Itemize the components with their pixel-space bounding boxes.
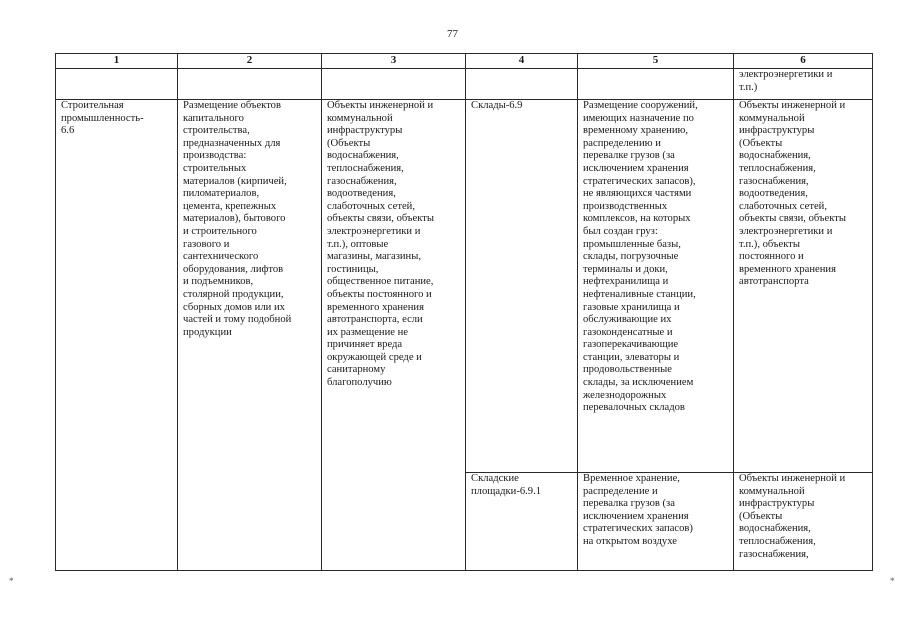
column-header-4: 4 bbox=[466, 54, 578, 69]
table-cell-conditional-objects bbox=[734, 100, 873, 473]
right-margin-mark: * bbox=[890, 576, 895, 586]
table-cell-conditional-use-type bbox=[466, 473, 578, 571]
cell-text: Строительная промышленность- 6.6 bbox=[61, 100, 144, 137]
table-cell-conditional-use-description bbox=[578, 473, 734, 571]
cell-text: Размещение объектов капитального строительства, предназначенных для производства: строительных материалов (кирпичей, пиломатериалов, цемента, крепежных материалов), бытового и строительного газового и сантехнического оборудования, лифтов и подъемников, столярной продукции, сборных домов или их частей и тому подобной продукции bbox=[183, 100, 292, 338]
table-cell-conditional-objects bbox=[734, 473, 873, 571]
left-margin-mark: * bbox=[9, 576, 14, 586]
table-cell-conditional-objects-continued bbox=[734, 69, 873, 100]
table-cell-empty bbox=[322, 69, 466, 100]
cell-text: Склады-6.9 bbox=[471, 100, 523, 111]
column-header-6: 6 bbox=[734, 54, 873, 69]
cell-text: Размещение сооружений, имеющих назначение по временному хранению, распределению и перевалке грузов (за исключением хранения стратегических запасов), не являющихся частями производственных комплексов, на которых был создан груз: промышленные базы, склады, погрузочные терминалы и доки, нефтехранилища и нефтеналивные станции, газовые хранилища и обслуживающие их газоконденсатные и газоперекачивающие станции, элеваторы и продовольственные склады, за исключением железнодорожных перевалочных складов bbox=[583, 100, 698, 414]
cell-text: Объекты инженерной и коммунальной инфраструктуры (Объекты водоснабжения, теплоснабжения, газоснабжения, водоотведения, слаботочных сетей, объекты связи, объекты электроэнергетики и т.п.), оптовые магазины, магазины, гостиницы, общественное питание, объекты постоянного и временного хранения автотранспорта, если их размещение не причиняет вреда окружающей среде и санитарному благополучию bbox=[327, 100, 434, 389]
land-use-table bbox=[55, 53, 873, 571]
cell-text: Объекты инженерной и коммунальной инфраструктуры (Объекты водоснабжения, теплоснабжения, газоснабжения, водоотведения, слаботочных сетей, объекты связи, объекты электроэнергетики и т.п.), объекты постоянного и временного хранения автотранспорта bbox=[739, 100, 846, 288]
column-header-5: 5 bbox=[578, 54, 734, 69]
column-header-3: 3 bbox=[322, 54, 466, 69]
table-cell-conditional-use-type bbox=[466, 100, 578, 473]
table-row-construction-industry bbox=[56, 100, 873, 473]
cell-text: Объекты инженерной и коммунальной инфраструктуры (Объекты водоснабжения, теплоснабжения, газоснабжения, bbox=[739, 473, 846, 560]
table-cell-empty bbox=[178, 69, 322, 100]
table-cell-empty bbox=[56, 69, 178, 100]
table-cell-empty bbox=[466, 69, 578, 100]
table-cell-land-use-description bbox=[178, 100, 322, 571]
table-cell-conditional-use-description bbox=[578, 100, 734, 473]
column-header-1: 1 bbox=[56, 54, 178, 69]
table-row-continuation bbox=[56, 69, 873, 100]
column-header-2: 2 bbox=[178, 54, 322, 69]
table-cell-land-use-type bbox=[56, 100, 178, 571]
table-cell-empty bbox=[578, 69, 734, 100]
cell-text: Складские площадки-6.9.1 bbox=[471, 473, 542, 497]
cell-text: электроэнергетики и т.п.) bbox=[739, 69, 833, 93]
table-header-row bbox=[56, 54, 873, 69]
table-cell-auxiliary-objects bbox=[322, 100, 466, 571]
cell-text: Временное хранение, распределение и перевалка грузов (за исключением хранения стратегических запасов) на открытом воздухе bbox=[583, 473, 693, 547]
page-number: 77 bbox=[447, 28, 458, 40]
